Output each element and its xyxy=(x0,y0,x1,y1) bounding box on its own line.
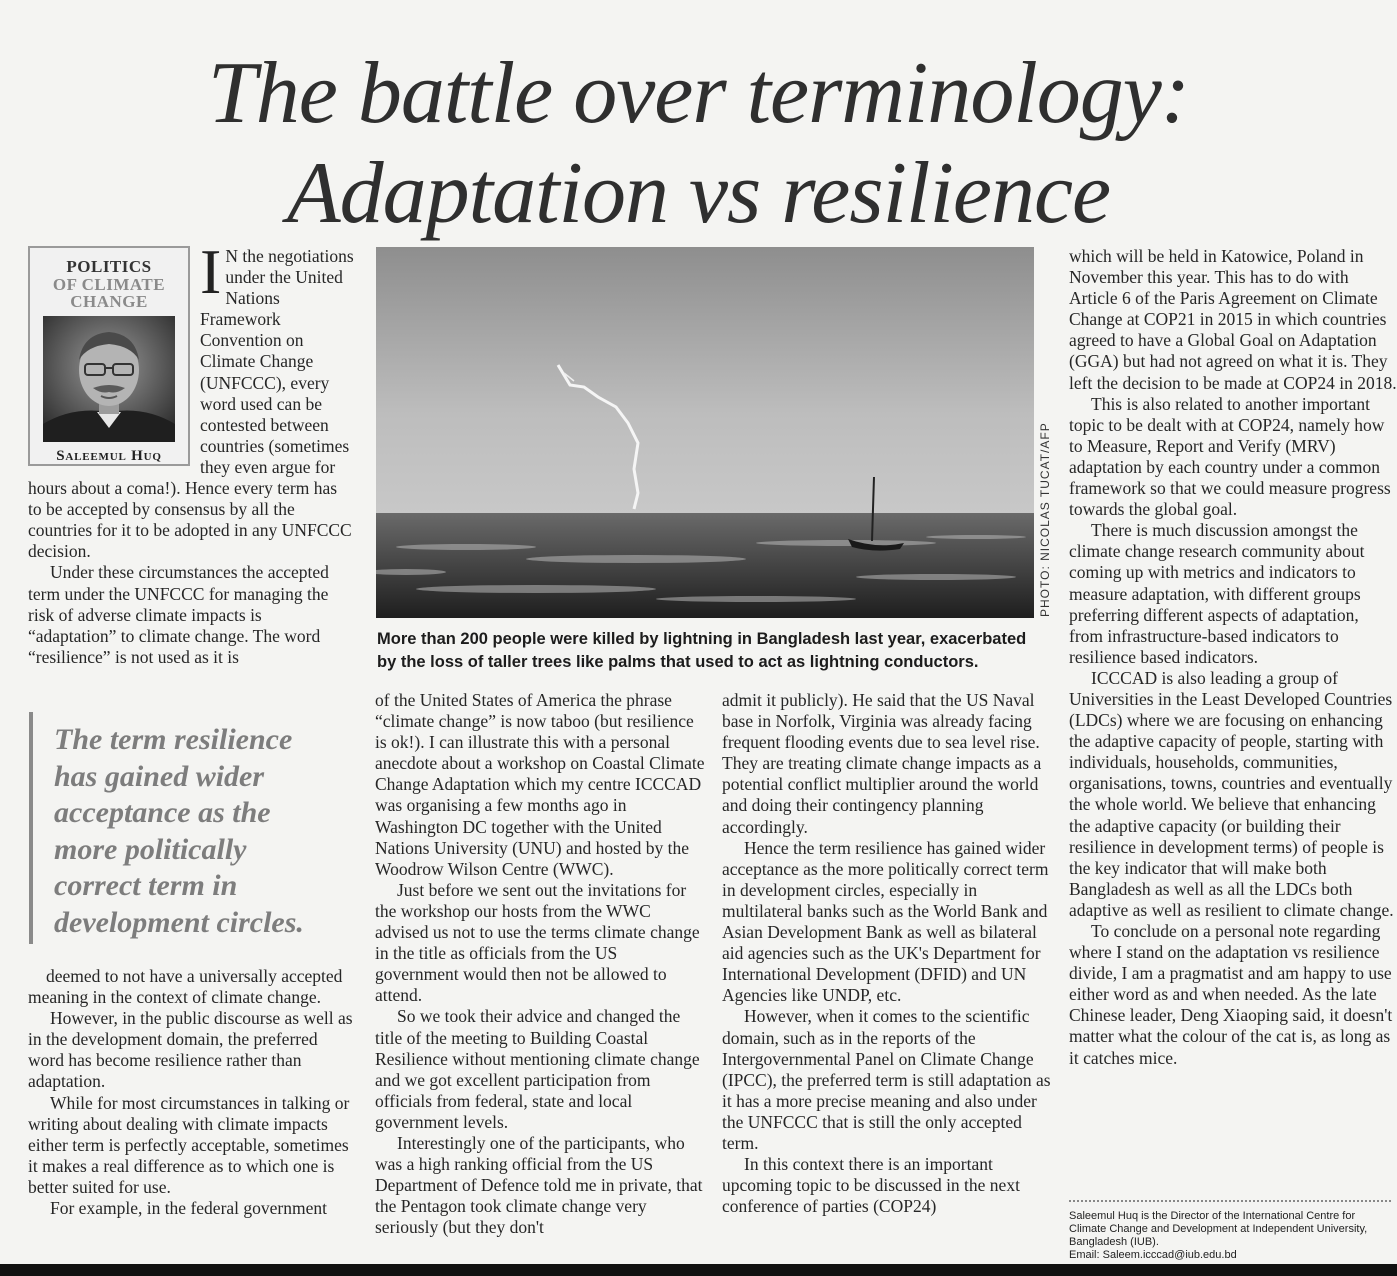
headline xyxy=(0,44,1397,244)
bio-email: Email: Saleem.icccad@iub.edu.bd xyxy=(1069,1249,1237,1261)
pull-quote: The term resilience has gained wider acceptance as the more politically correct term in development circles. xyxy=(29,712,339,944)
badge-title-line-3: CHANGE xyxy=(70,292,148,311)
col4-paragraph: ICCCAD is also leading a group of Universities in the Least Developed Countries (LDCs) where we are focusing on enhancing the adaptive capacity of people, starting with individuals, households, communities, organisations, towns, countries and eventually the whole world. We believe that enhancing the adaptive capacity (or building their resilience in development terms) of people is the key indicator that will make both Bangladesh as well as all the LDCs both adaptive as well as resilient to climate change. xyxy=(1069,667,1394,920)
column-2 xyxy=(375,690,705,1238)
col4-paragraph: To conclude on a personal note regarding where I stand on the adaptation vs resilience divide, I am a pragmatist and am happy to use either word as and when needed. As the late Chinese leader, Deng Xiaoping said, it doesn't matter what the colour of the cat is, as long as it catches mice. xyxy=(1069,921,1393,1068)
col1-paragraph: deemed to not have a universally accepted meaning in the context of climate change. xyxy=(28,966,343,1008)
col3-paragraph: However, when it comes to the scientific domain, such as in the reports of the Intergovernmental Panel on Climate Change (IPCC), the preferred term is still adaptation as it has a more precise meaning and also under the UNFCCC that is still the only accepted term. xyxy=(722,1006,1051,1153)
photo-credit xyxy=(1038,247,1058,618)
col1-paragraph: However, in the public discourse as well as in the development domain, the preferred word has become resilience rather than adaptation. xyxy=(28,1008,353,1092)
col1-paragraph: While for most circumstances in talking or writing about dealing with climate impacts either term is perfectly acceptable, sometimes it makes a real difference as to which one is better suited for use. xyxy=(28,1092,350,1197)
col2-paragraph: of the United States of America the phrase “climate change” is now taboo (but resilience is ok!). I can illustrate this with a personal anecdote about a workshop on Coastal Climate Change Adaptation which my centre ICCCAD was organising a few months ago in Washington DC together with the United Nations University (UNU) and hosted by the Woodrow Wilson Centre (WWC). xyxy=(375,690,705,879)
column-1 xyxy=(28,236,354,686)
bio-divider xyxy=(1069,1200,1391,1202)
col4-paragraph: There is much discussion amongst the climate change research community about coming up with metrics and indicators to measure adaptation, with different groups preferring different aspects of adaptation, from infrastructure-based indicators to resilience based indicators. xyxy=(1069,520,1365,667)
col3-paragraph: In this context there is an important upcoming topic to be discussed in the next conference of parties (COP24) xyxy=(722,1154,1020,1217)
column-4 xyxy=(1069,246,1397,1069)
col2-paragraph: So we took their advice and changed the title of the meeting to Building Coastal Resilience without mentioning climate change and we got excellent participation from officials from federal, state and local government levels. xyxy=(375,1006,700,1132)
headline-line-1: The battle over terminology: xyxy=(207,45,1190,142)
headline-line-2: Adaptation vs resilience xyxy=(286,145,1111,242)
column-1-continued xyxy=(28,966,354,1219)
photo-credit-text: PHOTO: NICOLAS TUCAT/AFP xyxy=(1038,422,1052,617)
bio-text: Saleemul Huq is the Director of the International Centre for Climate Change and Development at Independent University, Bangladesh (IUB). xyxy=(1069,1210,1368,1248)
col1-paragraph: For example, in the federal government xyxy=(50,1198,327,1219)
photo-caption: More than 200 people were killed by lightning in Bangladesh last year, exacerbated by the loss of taller trees like palms that used to act as lightning conductors. xyxy=(377,630,1027,671)
badge-title-line-2: OF CLIMATE xyxy=(52,275,166,294)
intro-paragraph-2: Under these circumstances the accepted term under the UNFCCC for managing the risk of adverse climate impacts is “adaptation” to climate change. The word “resilience” is not used as it is xyxy=(28,562,329,667)
author-portrait xyxy=(43,316,175,442)
col2-paragraph: Interestingly one of the participants, who was a high ranking official from the US Department of Defence told me in private, that the Pentagon took climate change very seriously (but they don't xyxy=(375,1132,703,1238)
col2-paragraph: Just before we sent out the invitations for the workshop our hosts from the WWC advised us not to use the terms climate change in the title as officials from the US government would then not be allowed to attend. xyxy=(375,879,700,1006)
badge-author-name: Saleemul Huq xyxy=(56,448,162,464)
drop-cap: I xyxy=(200,236,222,307)
badge-title-line-1: POLITICS xyxy=(66,257,152,276)
author-bio xyxy=(1069,1210,1395,1262)
lightning-photo xyxy=(376,247,1034,618)
column-badge xyxy=(28,246,190,466)
bottom-edge xyxy=(0,1264,1397,1276)
col3-paragraph: admit it publicly). He said that the US Naval base in Norfolk, Virginia was already facing frequent flooding events due to sea level rise. They are treating climate change impacts as a potential conflict multiplier around the world and doing their contingency planning accordingly. xyxy=(722,690,1042,837)
intro-text: N the negotiations under the United Nations Framework Convention on Climate Change (UNFCCC), every word used can be contested between countries (sometimes they even argue for hours about a coma!). Hence every term has to be accepted by consensus by all the countries for it to be adopted in any UNFCCC decision. xyxy=(28,246,354,562)
col3-paragraph: Hence the term resilience has gained wider acceptance as the more politically correct term in development circles, especially in multilateral banks such as the World Bank and Asian Development Bank as well as bilateral aid agencies such as the UK's Department for International Development (DFID) and UN Agencies like UNDP, etc. xyxy=(722,837,1049,1006)
col4-paragraph: which will be held in Katowice, Poland in November this year. This has to do with Article 6 of the Paris Agreement on Climate Change at COP21 in 2015 in which countries agreed to have a Global Goal on Adaptation (GGA) but had not agreed on what it is. They left the decision to be made at COP24 in 2018. xyxy=(1069,246,1397,393)
column-3 xyxy=(722,690,1052,1217)
col4-paragraph: This is also related to another important topic to be dealt with at COP24, namely how to Measure, Report and Verify (MRV) adaptation by each country under a common framework so that we could measure progress towards the global goal. xyxy=(1069,393,1391,520)
